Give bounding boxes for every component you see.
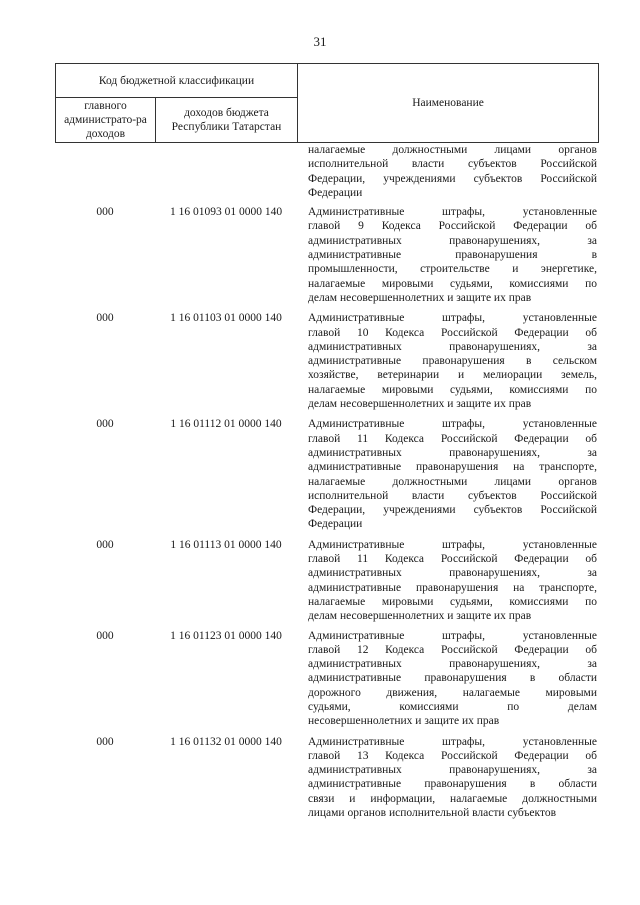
name-line: Административные штрафы, установленные xyxy=(308,312,597,325)
name-line: главой 11 Кодекса Российской Федерации об xyxy=(308,553,597,566)
name-line: Федерации xyxy=(308,518,363,531)
name-line: административных правонарушениях, за xyxy=(308,446,597,459)
name-cell xyxy=(308,629,597,729)
table-row xyxy=(55,735,598,821)
table-row xyxy=(55,538,598,624)
name-line: Административные штрафы, установленные xyxy=(308,538,597,551)
name-line: дорожного движения, налагаемые мировыми xyxy=(308,686,597,699)
income-code-cell: 1 16 01103 01 0000 140 xyxy=(170,312,282,325)
name-line: связи и информации, налагаемые должностными xyxy=(308,792,597,805)
name-line: Федерации xyxy=(308,186,363,199)
table-row xyxy=(55,205,598,305)
name-line: административных правонарушениях, за xyxy=(308,764,597,777)
name-line: главой 11 Кодекса Российской Федерации об xyxy=(308,432,597,445)
table-row xyxy=(55,143,598,200)
name-line: налагаемые мировыми судьями, комиссиями по xyxy=(308,383,597,396)
name-line: Административные штрафы, установленные xyxy=(308,629,597,642)
name-line: административных правонарушениях, за xyxy=(308,340,597,353)
admin-code-cell: 000 xyxy=(96,206,114,219)
name-line: административные правонарушения в области xyxy=(308,672,597,685)
admin-code-cell: 000 xyxy=(96,538,114,551)
name-line: Федерации, учреждениями субъектов Российской xyxy=(308,504,597,517)
name-line: исполнительной власти субъектов Российской xyxy=(308,489,597,502)
name-line: административные правонарушения в сельском xyxy=(308,355,597,368)
name-line: делам несовершеннолетних и защите их прав xyxy=(308,398,532,411)
name-cell xyxy=(308,143,597,200)
name-line: налагаемые мировыми судьями, комиссиями по xyxy=(308,277,597,290)
admin-code-cell: 000 xyxy=(96,418,114,431)
name-line: административные правонарушения в области xyxy=(308,778,597,791)
income-column-header: доходов бюджета Республики Татарстан xyxy=(156,98,298,143)
name-line: налагаемые должностными лицами органов xyxy=(308,475,597,488)
admin-code-cell: 000 xyxy=(96,735,114,748)
name-line: главой 12 Кодекса Российской Федерации об xyxy=(308,643,597,656)
admin-code-cell: 000 xyxy=(96,629,114,642)
name-line: судьями, комиссиями по делам xyxy=(308,700,597,713)
table-row xyxy=(55,417,598,531)
table-row xyxy=(55,311,598,411)
name-line: административные правонарушения в xyxy=(308,249,597,262)
name-line: налагаемые мировыми судьями, комиссиями по xyxy=(308,595,597,608)
name-line: делам несовершеннолетних и защите их прав xyxy=(308,291,532,304)
income-code-cell: 1 16 01113 01 0000 140 xyxy=(170,538,282,551)
name-cell xyxy=(308,417,597,531)
name-line: делам несовершеннолетних и защите их прав xyxy=(308,610,532,623)
name-line: исполнительной власти субъектов Российской xyxy=(308,158,597,171)
admin-code-cell: 000 xyxy=(96,312,114,325)
name-line: Федерации, учреждениями субъектов Российской xyxy=(308,172,597,185)
income-code-cell: 1 16 01123 01 0000 140 xyxy=(170,629,282,642)
income-code-cell: 1 16 01132 01 0000 140 xyxy=(170,735,282,748)
name-line: административных правонарушениях, за xyxy=(308,567,597,580)
name-column-header: Наименование xyxy=(298,64,599,143)
name-line: хозяйстве, ветеринарии и мелиорации земель, xyxy=(308,369,597,382)
budget-classification-code-header: Код бюджетной классификации xyxy=(56,64,298,98)
name-line: лицами органов исполнительной власти субъектов xyxy=(308,807,557,820)
name-line: главой 9 Кодекса Российской Федерации об xyxy=(308,220,597,233)
name-line: административные правонарушения на транспорте, xyxy=(308,461,597,474)
income-code-cell: 1 16 01093 01 0000 140 xyxy=(169,206,283,219)
name-line: Административные штрафы, установленные xyxy=(308,206,597,219)
name-line: главой 13 Кодекса Российской Федерации об xyxy=(308,749,597,762)
name-line: промышленности, строительстве и энергетике, xyxy=(308,263,597,276)
income-code-cell: 1 16 01112 01 0000 140 xyxy=(170,418,282,431)
admin-column-header: главного администрато-ра доходов xyxy=(56,98,156,143)
name-line: налагаемые должностными лицами органов xyxy=(308,144,597,156)
name-line: главой 10 Кодекса Российской Федерации об xyxy=(308,326,597,339)
name-cell xyxy=(308,538,597,624)
page-number: 31 xyxy=(313,34,327,49)
name-cell xyxy=(308,205,597,305)
name-line: административных правонарушениях, за xyxy=(308,658,597,671)
name-line: административных правонарушениях, за xyxy=(308,234,597,247)
name-cell xyxy=(308,735,597,821)
table-header xyxy=(55,63,599,143)
table-body xyxy=(55,143,598,820)
name-line: Административные штрафы, установленные xyxy=(308,735,597,748)
name-line: административные правонарушения на транспорте, xyxy=(308,581,597,594)
name-line: Административные штрафы, установленные xyxy=(308,418,597,431)
name-line: несовершеннолетних и защите их прав xyxy=(308,715,500,728)
table-row xyxy=(55,629,598,729)
name-cell xyxy=(308,311,597,411)
